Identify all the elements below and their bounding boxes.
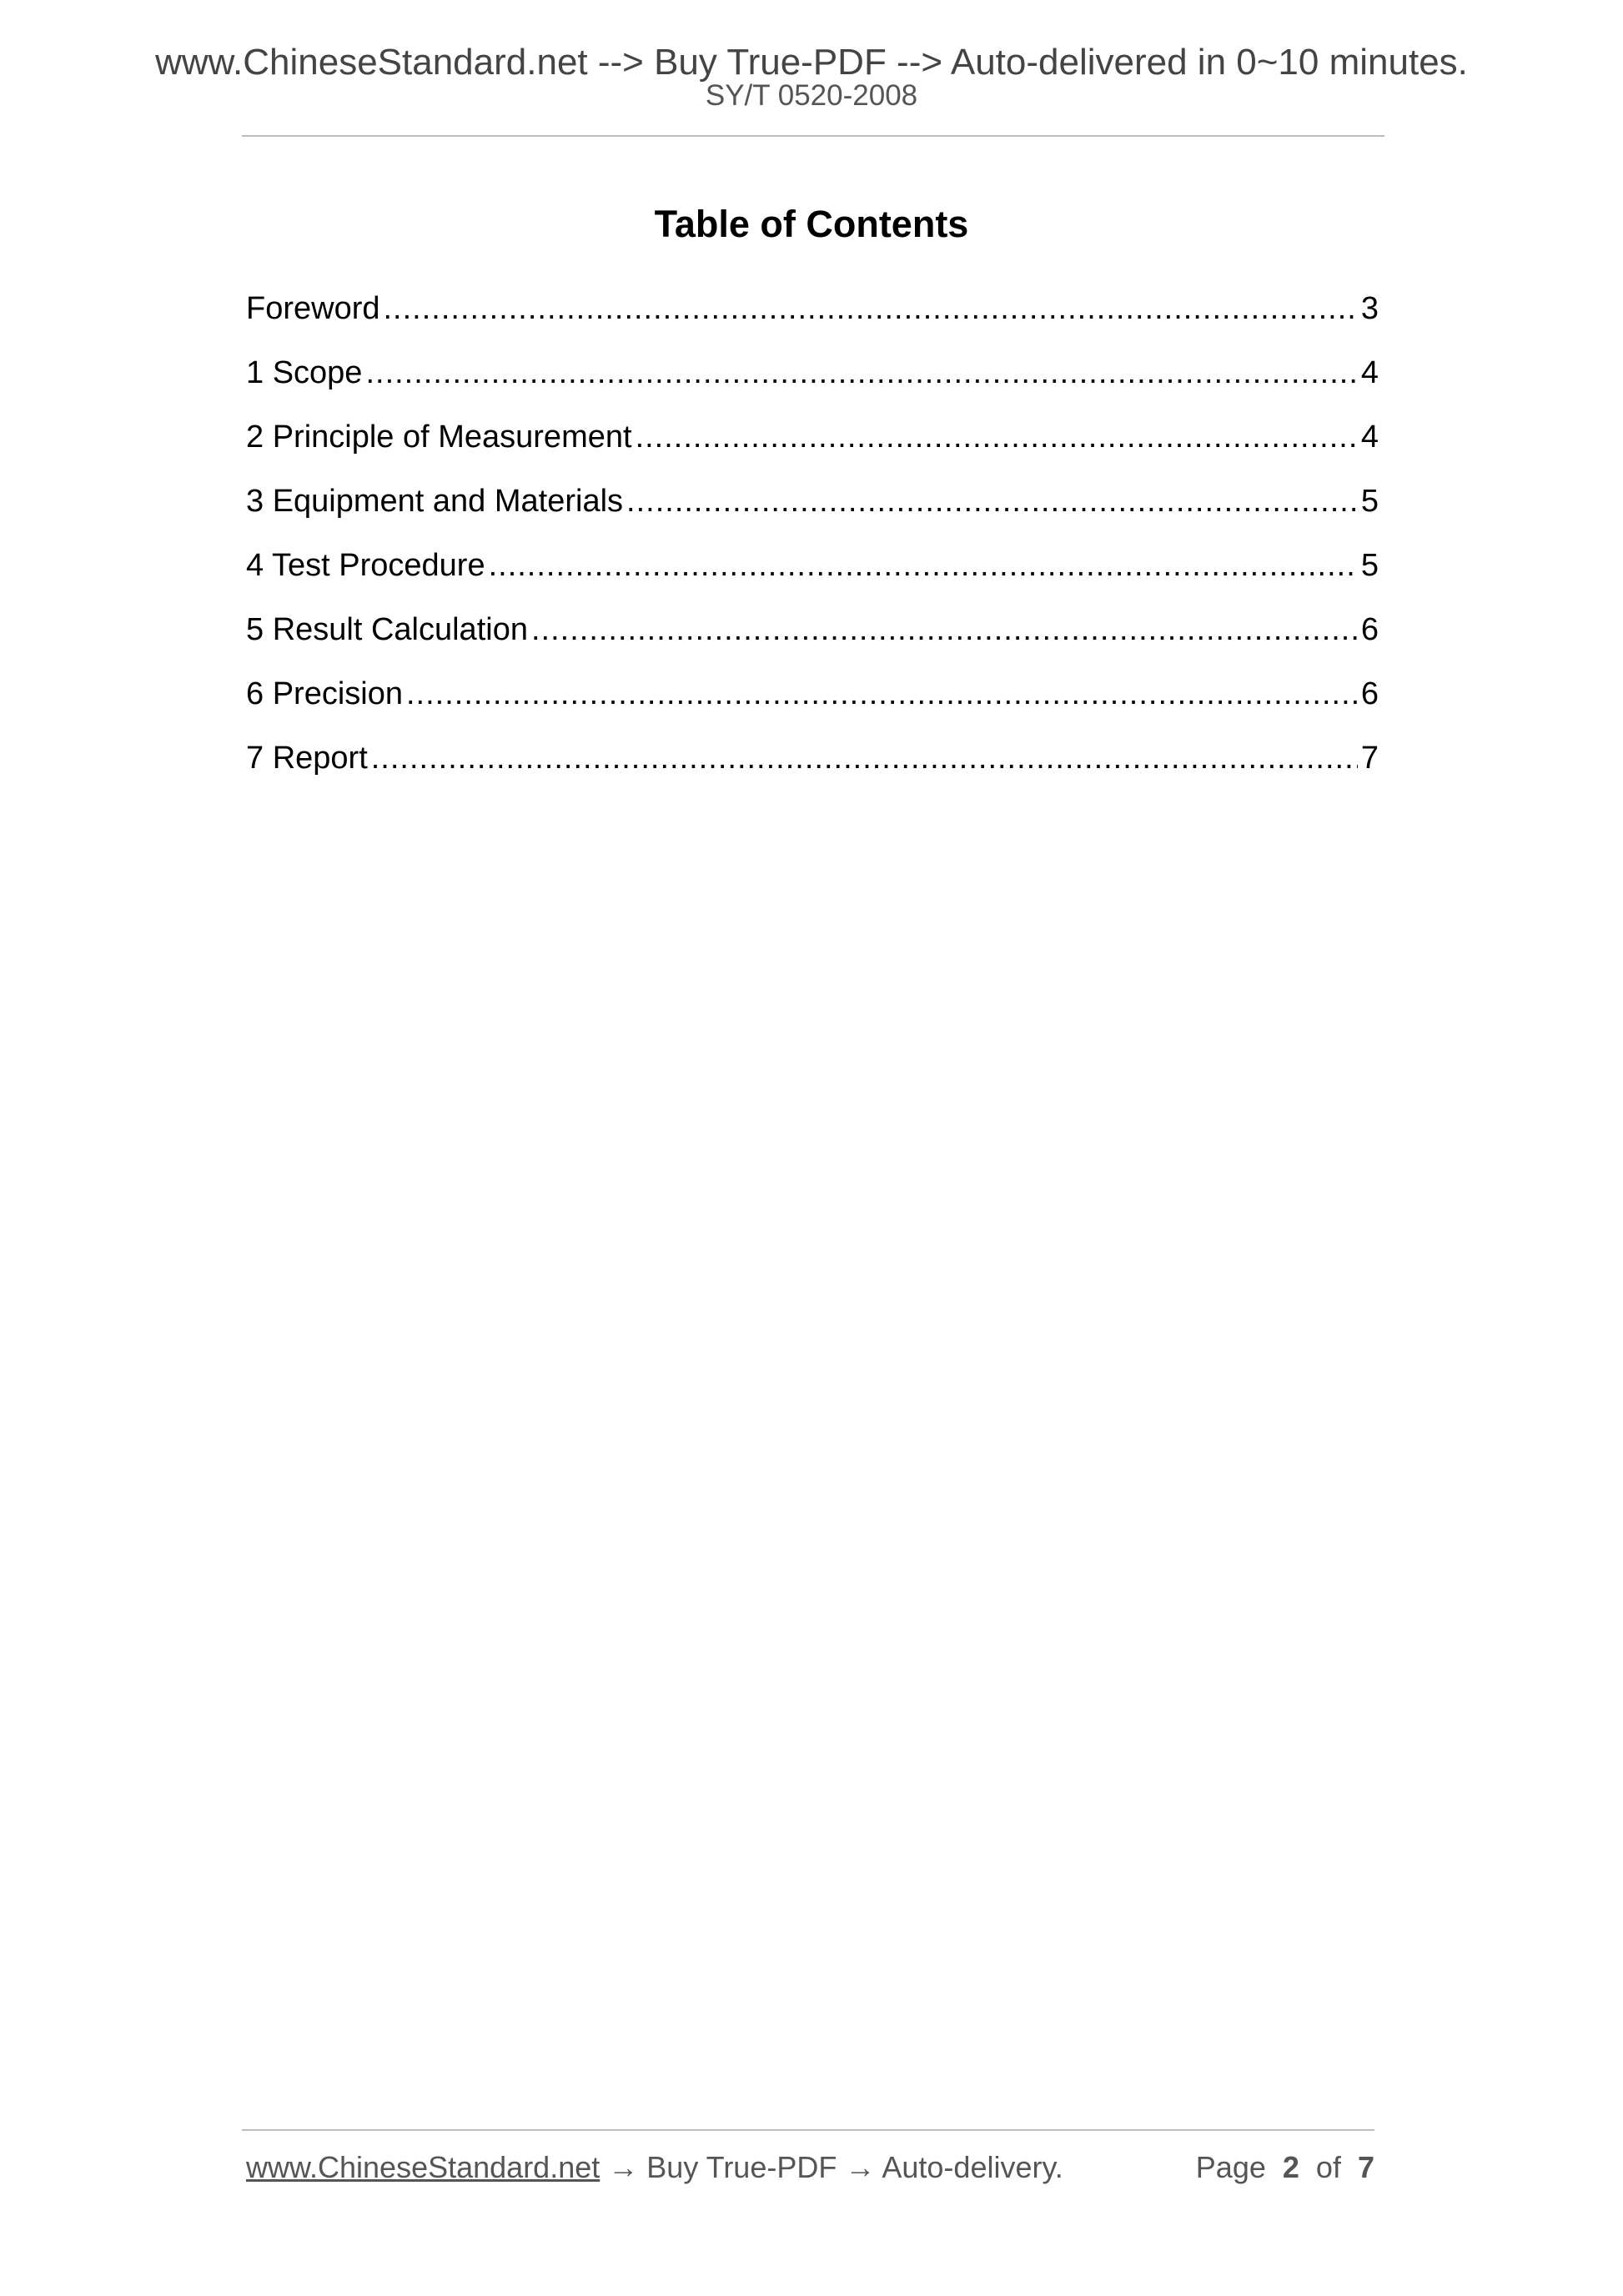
dot-leader [531,598,1358,662]
toc-entry-label: 7 Report [246,741,368,776]
toc-entry-result-calculation[interactable] [246,598,1379,662]
toc-entry-label: 3 Equipment and Materials [246,484,624,519]
table-of-contents [246,277,1379,791]
dot-leader [384,277,1358,341]
toc-entry-equipment[interactable] [246,470,1379,534]
page-number: 2 [1282,2150,1299,2184]
toc-entry-label: 4 Test Procedure [246,548,485,583]
dot-leader [406,662,1358,726]
dot-leader [365,341,1357,405]
dot-leader [626,470,1358,534]
page-word: Page [1195,2150,1266,2184]
page-indicator [1196,2150,1374,2185]
toc-entry-test-procedure[interactable] [246,534,1379,598]
arrow-right-icon: → [845,2150,876,2184]
toc-entry-page: 4 [1360,420,1379,455]
dot-leader [636,405,1358,470]
toc-entry-page: 5 [1360,484,1379,519]
toc-entry-page: 5 [1360,548,1379,583]
toc-entry-label: 2 Principle of Measurement [246,420,632,455]
toc-entry-precision[interactable] [246,662,1379,726]
toc-entry-foreword[interactable] [246,277,1379,341]
toc-entry-page: 6 [1360,676,1379,711]
footer-delivery-text: Auto-delivery. [882,2150,1063,2184]
footer-buy-text: Buy True-PDF [646,2150,837,2184]
toc-entry-page: 7 [1360,741,1379,776]
dot-leader [371,726,1358,791]
toc-title: Table of Contents [654,203,969,245]
toc-entry-label: 5 Result Calculation [246,612,528,647]
toc-entry-page: 6 [1360,612,1379,647]
page-footer [246,2150,1374,2185]
arrow-right-icon: → [608,2150,639,2184]
footer-promo [246,2150,1063,2185]
toc-entry-page: 3 [1360,291,1379,326]
toc-entry-scope[interactable] [246,341,1379,405]
dot-leader [489,534,1358,598]
toc-entry-page: 4 [1360,355,1379,390]
standard-code: SY/T 0520-2008 [705,79,918,112]
toc-entry-label: Foreword [246,291,380,326]
footer-site-link[interactable]: www.ChineseStandard.net [246,2150,600,2184]
of-word: of [1315,2150,1341,2184]
toc-entry-label: 1 Scope [246,355,363,390]
toc-entry-report[interactable] [246,726,1379,791]
toc-entry-principle[interactable] [246,405,1379,470]
toc-entry-label: 6 Precision [246,676,403,711]
top-banner: www.ChineseStandard.net --> Buy True-PDF --> Auto-delivered in 0~10 minutes. [155,42,1468,83]
footer-divider [242,2129,1374,2131]
page-total: 7 [1357,2150,1374,2184]
header-divider [242,135,1384,137]
